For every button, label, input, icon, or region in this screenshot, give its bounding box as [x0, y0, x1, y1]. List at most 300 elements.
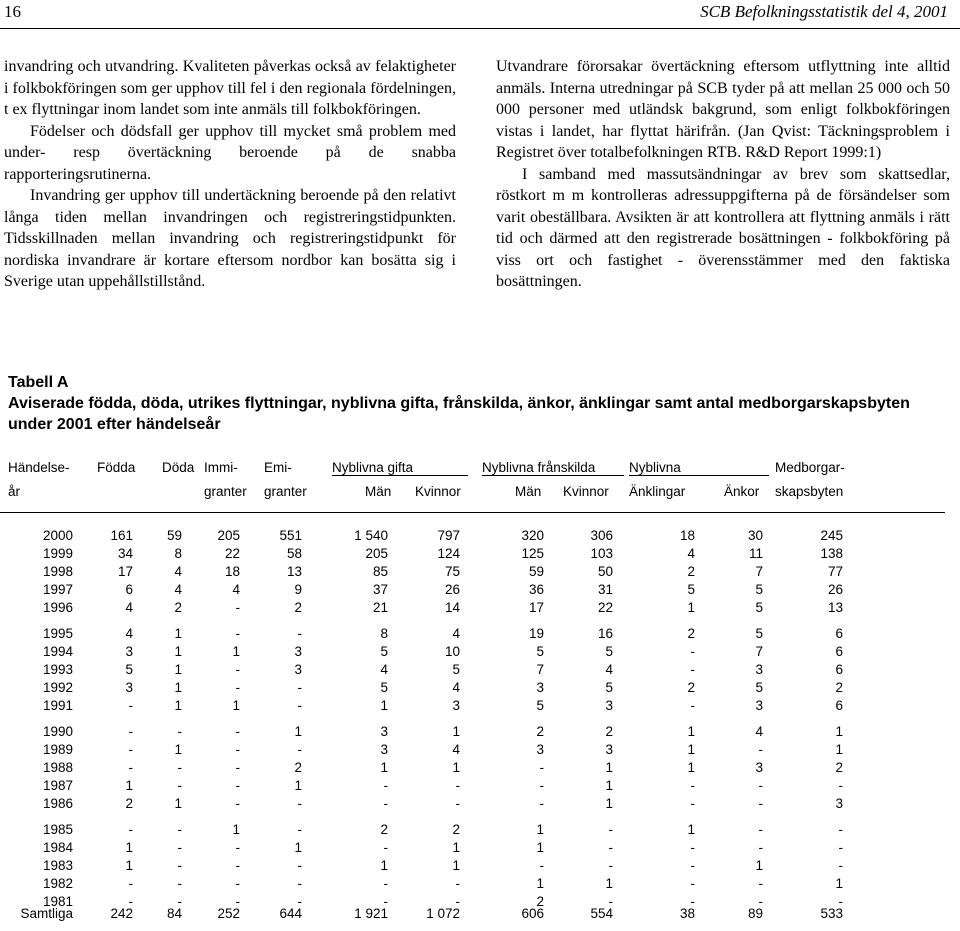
cell-doda: 1 — [174, 742, 182, 757]
cell-gifta-kvinnor: 1 072 — [426, 906, 460, 921]
cell-doda: 1 — [174, 796, 182, 811]
cell-gifta-kvinnor: 797 — [437, 528, 460, 543]
table-row — [8, 796, 953, 814]
cell-anklingar: - — [690, 894, 695, 909]
cell-ankor: 7 — [755, 564, 763, 579]
cell-gifta-kvinnor: 124 — [437, 546, 460, 561]
cell-doda: - — [177, 822, 182, 837]
cell-emigranter: 1 — [294, 724, 302, 739]
cell-emigranter: - — [297, 894, 302, 909]
cell-gifta-kvinnor: 26 — [444, 582, 460, 597]
table-title: Aviserade födda, döda, utrikes flyttningar, nyblivna gifta, frånskilda, änkor, änklingar samt antal medborgarskapsbyten under 2001 efter händelseår — [8, 395, 910, 433]
cell-immigranter: - — [235, 858, 240, 873]
cell-franskilda-kvinnor: 1 — [605, 760, 613, 775]
cell-gifta-man: 85 — [372, 564, 388, 579]
cell-emigranter: 2 — [294, 600, 302, 615]
cell-anklingar: - — [690, 662, 695, 677]
col-header-immigranter: granter — [204, 484, 247, 499]
cell-doda: 1 — [174, 698, 182, 713]
cell-medborgarskapsbyten: 533 — [820, 906, 843, 921]
cell-year: 1982 — [42, 876, 73, 891]
cell-medborgarskapsbyten: 138 — [820, 546, 843, 561]
table-row — [8, 662, 953, 680]
cell-gifta-kvinnor: 4 — [452, 626, 460, 641]
cell-emigranter: 1 — [294, 840, 302, 855]
cell-franskilda-man: 2 — [536, 894, 544, 909]
cell-gifta-man: 1 — [380, 858, 388, 873]
cell-fodda: 4 — [125, 600, 133, 615]
cell-doda: 2 — [174, 600, 182, 615]
col-header-gifta-man: Män — [365, 484, 392, 499]
cell-gifta-man: 4 — [380, 662, 388, 677]
cell-emigranter: 3 — [294, 644, 302, 659]
cell-year: 1990 — [42, 724, 73, 739]
cell-franskilda-kvinnor: 4 — [605, 662, 613, 677]
col-header-franskilda-man: Män — [515, 484, 542, 499]
cell-doda: 4 — [174, 582, 182, 597]
table-row — [8, 644, 953, 662]
cell-fodda: 17 — [117, 564, 133, 579]
paragraph: invandring och utvandring. Kvaliteten påverkas också av felaktigheter i folkbokföringen som ger upphov till fel i den regionala fördelningen, t ex flyttningar inom landet som inte anmäls till folkbokföringen. — [4, 58, 456, 118]
cell-immigranter: 4 — [232, 582, 240, 597]
cell-franskilda-kvinnor: 5 — [605, 680, 613, 695]
cell-doda: 8 — [174, 546, 182, 561]
cell-doda: 84 — [166, 906, 182, 921]
col-header-anklingar: Änklingar — [629, 484, 686, 499]
cell-immigranter: - — [235, 840, 240, 855]
cell-doda: 59 — [166, 528, 182, 543]
cell-gifta-kvinnor: 4 — [452, 680, 460, 695]
cell-doda: - — [177, 760, 182, 775]
table-row — [8, 876, 953, 894]
cell-gifta-kvinnor: 3 — [452, 698, 460, 713]
cell-franskilda-kvinnor: 306 — [590, 528, 613, 543]
cell-doda: - — [177, 724, 182, 739]
cell-ankor: 3 — [755, 698, 763, 713]
cell-ankor: 89 — [747, 906, 763, 921]
cell-ankor: 30 — [747, 528, 763, 543]
cell-immigranter: - — [235, 778, 240, 793]
table-row — [8, 760, 953, 778]
cell-anklingar: 1 — [687, 760, 695, 775]
cell-immigranter: - — [235, 796, 240, 811]
cell-doda: - — [177, 894, 182, 909]
cell-franskilda-man: 1 — [536, 822, 544, 837]
cell-emigranter: - — [297, 626, 302, 641]
table-label: Tabell A — [8, 374, 69, 391]
cell-immigranter: 1 — [232, 698, 240, 713]
cell-fodda: - — [128, 894, 133, 909]
cell-anklingar: 4 — [687, 546, 695, 561]
cell-ankor: 5 — [755, 582, 763, 597]
cell-franskilda-kvinnor: 2 — [605, 724, 613, 739]
paragraph: I samband med massutsändningar av brev som skattsedlar, röstkort m m kontrolleras adressuppgifterna på de försändelser som varit obeställbara. Avsikten är att kontrollera att flyttning anmäls i rätt tid och därmed att den registrerade bosättningen - folkbokföring på viss ort och fastighet - överensstämmer med den faktiska bosättningen. — [496, 165, 950, 290]
cell-year: 1991 — [42, 698, 73, 713]
cell-medborgarskapsbyten: 1 — [835, 742, 843, 757]
cell-gifta-man: 205 — [365, 546, 388, 561]
cell-franskilda-man: 19 — [528, 626, 544, 641]
cell-franskilda-man: 59 — [528, 564, 544, 579]
col-header-immigranter: Immi- — [204, 460, 238, 475]
cell-gifta-kvinnor: 1 — [452, 840, 460, 855]
cell-franskilda-man: 606 — [521, 906, 544, 921]
col-header-gifta-kvinnor: Kvinnor — [415, 484, 461, 499]
table-row — [8, 822, 953, 840]
cell-franskilda-kvinnor: 50 — [597, 564, 613, 579]
col-header-fodda: Födda — [97, 460, 136, 475]
cell-franskilda-man: 17 — [528, 600, 544, 615]
table-row — [8, 546, 953, 564]
running-title: SCB Befolkningsstatistik del 4, 2001 — [700, 2, 948, 21]
cell-emigranter: 644 — [279, 906, 302, 921]
cell-ankor: - — [758, 796, 763, 811]
cell-anklingar: - — [690, 858, 695, 873]
cell-medborgarskapsbyten: - — [838, 778, 843, 793]
paragraph: Utvandrare förorsakar övertäckning eftersom utflyttning inte alltid anmäls. Interna utredningar på SCB tyder på att mellan 25 000 och 50 000 personer med utländsk bakgrund, som enligt folkbokföringen vistas i landet, har flyttat härifrån. (Jan Qvist: Täckningsproblem i Registret över totalbefolkningen RTB. R&D Report 1999:1) — [496, 58, 950, 161]
table-row — [8, 582, 953, 600]
cell-anklingar: 1 — [687, 600, 695, 615]
table-row — [8, 858, 953, 876]
cell-medborgarskapsbyten: 2 — [835, 760, 843, 775]
cell-fodda: 1 — [125, 858, 133, 873]
cell-fodda: - — [128, 876, 133, 891]
cell-anklingar: - — [690, 876, 695, 891]
table-row — [8, 724, 953, 742]
cell-franskilda-man: - — [539, 858, 544, 873]
cell-emigranter: - — [297, 876, 302, 891]
cell-medborgarskapsbyten: - — [838, 840, 843, 855]
cell-gifta-kvinnor: 1 — [452, 724, 460, 739]
col-group-nyblivna: Nyblivna — [629, 460, 769, 476]
cell-franskilda-man: - — [539, 760, 544, 775]
cell-franskilda-kvinnor: 1 — [605, 778, 613, 793]
cell-anklingar: 1 — [687, 822, 695, 837]
cell-franskilda-man: - — [539, 778, 544, 793]
cell-gifta-man: 8 — [380, 626, 388, 641]
right-text-column — [496, 56, 950, 293]
cell-gifta-man: 5 — [380, 680, 388, 695]
cell-franskilda-kvinnor: 22 — [597, 600, 613, 615]
cell-franskilda-man: 320 — [521, 528, 544, 543]
cell-year: 1985 — [42, 822, 73, 837]
table-row — [8, 778, 953, 796]
cell-ankor: 5 — [755, 680, 763, 695]
cell-franskilda-kvinnor: 1 — [605, 796, 613, 811]
col-header-franskilda-kvinnor: Kvinnor — [563, 484, 609, 499]
cell-gifta-man: 1 921 — [354, 906, 388, 921]
cell-immigranter: 18 — [224, 564, 240, 579]
cell-gifta-man: 3 — [380, 742, 388, 757]
cell-medborgarskapsbyten: - — [838, 822, 843, 837]
cell-gifta-kvinnor: - — [455, 778, 460, 793]
cell-emigranter: - — [297, 858, 302, 873]
cell-franskilda-man: - — [539, 796, 544, 811]
cell-gifta-man: - — [383, 876, 388, 891]
cell-anklingar: 2 — [687, 680, 695, 695]
cell-fodda: - — [128, 822, 133, 837]
cell-medborgarskapsbyten: 13 — [827, 600, 843, 615]
cell-fodda: 161 — [110, 528, 133, 543]
table-row — [8, 840, 953, 858]
cell-franskilda-man: 1 — [536, 840, 544, 855]
cell-fodda: 1 — [125, 778, 133, 793]
cell-fodda: 2 — [125, 796, 133, 811]
cell-immigranter: - — [235, 876, 240, 891]
cell-franskilda-kvinnor: 31 — [597, 582, 613, 597]
col-header-emigranter: granter — [264, 484, 307, 499]
cell-immigranter: - — [235, 600, 240, 615]
cell-anklingar: 38 — [679, 906, 695, 921]
cell-gifta-kvinnor: 75 — [444, 564, 460, 579]
cell-year: 1994 — [42, 644, 73, 659]
cell-ankor: - — [758, 840, 763, 855]
cell-ankor: 11 — [748, 546, 763, 561]
cell-immigranter: - — [235, 680, 240, 695]
cell-immigranter: 252 — [217, 906, 240, 921]
cell-medborgarskapsbyten: - — [838, 858, 843, 873]
cell-gifta-kvinnor: - — [455, 876, 460, 891]
left-text-column — [4, 56, 456, 293]
cell-gifta-man: 2 — [380, 822, 388, 837]
cell-immigranter: - — [235, 742, 240, 757]
cell-franskilda-kvinnor: - — [608, 894, 613, 909]
cell-anklingar: 1 — [687, 742, 695, 757]
cell-immigranter: 22 — [224, 546, 240, 561]
cell-gifta-man: 1 540 — [354, 528, 388, 543]
cell-medborgarskapsbyten: - — [838, 894, 843, 909]
cell-franskilda-man: 7 — [536, 662, 544, 677]
cell-franskilda-man: 36 — [528, 582, 544, 597]
cell-year: 1998 — [42, 564, 73, 579]
cell-year: 1989 — [42, 742, 73, 757]
cell-emigranter: 13 — [286, 564, 302, 579]
cell-gifta-man: - — [383, 778, 388, 793]
table-total-row — [8, 906, 953, 924]
cell-doda: - — [177, 858, 182, 873]
cell-gifta-kvinnor: 14 — [444, 600, 460, 615]
cell-year: 1981 — [42, 894, 73, 909]
cell-doda: - — [177, 876, 182, 891]
cell-franskilda-man: 5 — [536, 644, 544, 659]
cell-year: 1993 — [42, 662, 73, 677]
cell-gifta-kvinnor: 1 — [452, 858, 460, 873]
cell-medborgarskapsbyten: 1 — [835, 876, 843, 891]
cell-franskilda-kvinnor: 1 — [605, 876, 613, 891]
cell-franskilda-kvinnor: 16 — [597, 626, 613, 641]
cell-ankor: - — [758, 778, 763, 793]
cell-doda: - — [177, 840, 182, 855]
cell-anklingar: - — [690, 778, 695, 793]
page-number: 16 — [4, 2, 21, 21]
paragraph: Födelser och dödsfall ger upphov till mycket små problem med under- resp övertäckning beroende på de snabba rapporteringsrutinerna. — [4, 122, 456, 183]
cell-year: 1983 — [42, 858, 73, 873]
cell-immigranter: 1 — [232, 644, 240, 659]
cell-year: Samtliga — [20, 906, 73, 921]
table-row — [8, 742, 953, 760]
cell-gifta-kvinnor: 2 — [452, 822, 460, 837]
cell-emigranter: - — [297, 698, 302, 713]
cell-fodda: - — [128, 742, 133, 757]
cell-ankor: 5 — [755, 600, 763, 615]
cell-doda: 1 — [174, 644, 182, 659]
cell-fodda: - — [128, 698, 133, 713]
cell-medborgarskapsbyten: 6 — [835, 644, 843, 659]
cell-franskilda-man: 5 — [536, 698, 544, 713]
cell-year: 1999 — [42, 546, 73, 561]
cell-year: 1992 — [42, 680, 73, 695]
cell-emigranter: - — [297, 796, 302, 811]
cell-medborgarskapsbyten: 1 — [835, 724, 843, 739]
cell-gifta-man: 1 — [380, 698, 388, 713]
cell-anklingar: 2 — [687, 564, 695, 579]
cell-year: 1997 — [42, 582, 73, 597]
cell-ankor: 7 — [755, 644, 763, 659]
col-header-medborgarskapsbyten: skapsbyten — [775, 484, 844, 499]
cell-ankor: 5 — [755, 626, 763, 641]
cell-emigranter: - — [297, 742, 302, 757]
cell-anklingar: - — [690, 796, 695, 811]
col-header-year: Händelse- — [8, 460, 70, 475]
cell-anklingar: 1 — [687, 724, 695, 739]
cell-fodda: - — [128, 724, 133, 739]
cell-fodda: - — [128, 760, 133, 775]
cell-ankor: - — [758, 742, 763, 757]
cell-ankor: 3 — [755, 760, 763, 775]
cell-ankor: 1 — [755, 858, 763, 873]
table-heading — [8, 372, 953, 435]
cell-medborgarskapsbyten: 3 — [835, 796, 843, 811]
cell-year: 1996 — [42, 600, 73, 615]
cell-immigranter: - — [235, 724, 240, 739]
cell-medborgarskapsbyten: 26 — [827, 582, 843, 597]
cell-emigranter: - — [297, 822, 302, 837]
cell-immigranter: 205 — [217, 528, 240, 543]
cell-franskilda-kvinnor: 5 — [605, 644, 613, 659]
cell-emigranter: 1 — [294, 778, 302, 793]
cell-fodda: 4 — [125, 626, 133, 641]
cell-gifta-kvinnor: 5 — [452, 662, 460, 677]
cell-year: 1986 — [42, 796, 73, 811]
cell-medborgarskapsbyten: 2 — [835, 680, 843, 695]
col-header-emigranter: Emi- — [264, 460, 292, 475]
cell-fodda: 34 — [117, 546, 133, 561]
cell-emigranter: - — [297, 680, 302, 695]
cell-immigranter: 1 — [232, 822, 240, 837]
cell-franskilda-man: 125 — [521, 546, 544, 561]
cell-franskilda-kvinnor: - — [608, 822, 613, 837]
cell-ankor: 4 — [755, 724, 763, 739]
cell-medborgarskapsbyten: 245 — [820, 528, 843, 543]
cell-gifta-man: - — [383, 840, 388, 855]
cell-ankor: - — [758, 822, 763, 837]
cell-immigranter: - — [235, 894, 240, 909]
cell-doda: 4 — [174, 564, 182, 579]
cell-fodda: 1 — [125, 840, 133, 855]
cell-fodda: 242 — [110, 906, 133, 921]
col-group-nyblivna-franskilda: Nyblivna frånskilda — [482, 460, 624, 476]
cell-franskilda-kvinnor: 3 — [605, 742, 613, 757]
cell-emigranter: 551 — [279, 528, 302, 543]
cell-franskilda-kvinnor: - — [608, 858, 613, 873]
cell-franskilda-man: 2 — [536, 724, 544, 739]
cell-gifta-kvinnor: - — [455, 796, 460, 811]
cell-anklingar: 18 — [679, 528, 695, 543]
cell-emigranter: 58 — [286, 546, 302, 561]
cell-franskilda-kvinnor: 103 — [590, 546, 613, 561]
table-row — [8, 680, 953, 698]
cell-anklingar: 2 — [687, 626, 695, 641]
cell-anklingar: - — [690, 840, 695, 855]
cell-emigranter: 9 — [294, 582, 302, 597]
cell-ankor: - — [758, 876, 763, 891]
cell-anklingar: 5 — [687, 582, 695, 597]
cell-gifta-man: 3 — [380, 724, 388, 739]
cell-gifta-kvinnor: 10 — [444, 644, 460, 659]
table-row — [8, 528, 953, 546]
cell-medborgarskapsbyten: 77 — [827, 564, 843, 579]
col-header-ankor: Änkor — [724, 484, 760, 499]
cell-emigranter: 2 — [294, 760, 302, 775]
cell-immigranter: - — [235, 760, 240, 775]
cell-gifta-man: - — [383, 796, 388, 811]
cell-medborgarskapsbyten: 6 — [835, 662, 843, 677]
cell-doda: - — [177, 778, 182, 793]
header-divider — [0, 28, 960, 29]
cell-medborgarskapsbyten: 6 — [835, 698, 843, 713]
cell-franskilda-kvinnor: 554 — [590, 906, 613, 921]
cell-fodda: 3 — [125, 680, 133, 695]
cell-year: 1995 — [42, 626, 73, 641]
col-header-year: år — [8, 484, 21, 499]
cell-doda: 1 — [174, 680, 182, 695]
paragraph: Invandring ger upphov till undertäckning beroende på den relativt långa tiden mellan invandringen och registreringstidpunkten. Tidsskillnaden mellan invandring och registreringstidpunkt för nordiska invandrare är kortare eftersom nordbor kan bosätta sig i Sverige utan uppehållstillstånd. — [4, 187, 456, 290]
table-row — [8, 564, 953, 582]
cell-year: 1988 — [42, 760, 73, 775]
cell-emigranter: 3 — [294, 662, 302, 677]
cell-medborgarskapsbyten: 6 — [835, 626, 843, 641]
cell-franskilda-kvinnor: 3 — [605, 698, 613, 713]
cell-gifta-man: - — [383, 894, 388, 909]
cell-gifta-man: 21 — [372, 600, 388, 615]
cell-gifta-kvinnor: 1 — [452, 760, 460, 775]
cell-fodda: 6 — [125, 582, 133, 597]
cell-immigranter: - — [235, 626, 240, 641]
cell-fodda: 3 — [125, 644, 133, 659]
cell-year: 1987 — [42, 778, 73, 793]
cell-anklingar: - — [690, 644, 695, 659]
table-row — [8, 600, 953, 618]
cell-year: 1984 — [42, 840, 73, 855]
cell-gifta-kvinnor: 4 — [452, 742, 460, 757]
cell-doda: 1 — [174, 626, 182, 641]
table-row — [8, 698, 953, 716]
cell-gifta-man: 1 — [380, 760, 388, 775]
cell-anklingar: - — [690, 698, 695, 713]
cell-franskilda-man: 1 — [536, 876, 544, 891]
cell-ankor: - — [758, 894, 763, 909]
cell-franskilda-man: 3 — [536, 742, 544, 757]
col-header-doda: Döda — [162, 460, 195, 475]
cell-gifta-kvinnor: - — [455, 894, 460, 909]
cell-gifta-man: 37 — [372, 582, 388, 597]
cell-franskilda-kvinnor: - — [608, 840, 613, 855]
cell-gifta-man: 5 — [380, 644, 388, 659]
table-header-rule — [0, 512, 945, 513]
table-row — [8, 626, 953, 644]
cell-immigranter: - — [235, 662, 240, 677]
col-group-nyblivna-gifta: Nyblivna gifta — [332, 460, 468, 476]
cell-ankor: 3 — [755, 662, 763, 677]
